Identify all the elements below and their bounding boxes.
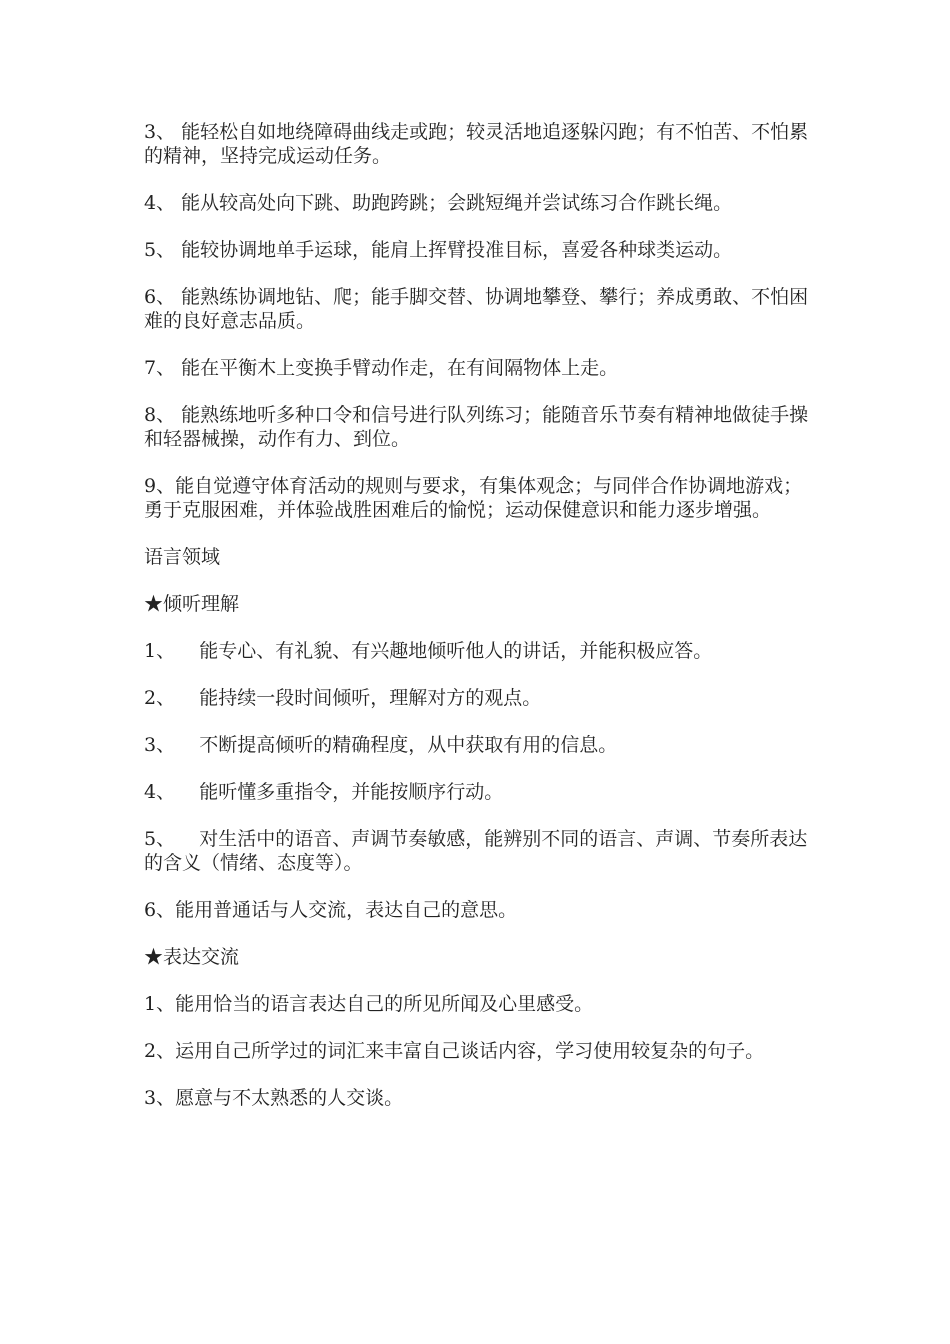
motor-goal-5: 5、 能较协调地单手运球，能肩上挥臂投准目标，喜爱各种球类运动。 xyxy=(144,239,733,261)
listening-item-4: 4、 能听懂多重指令，并能按顺序行动。 xyxy=(144,781,504,803)
listening-item-3: 3、 不断提高倾听的精确程度，从中获取有用的信息。 xyxy=(144,734,618,756)
expression-item-3: 3、愿意与不太熟悉的人交谈。 xyxy=(144,1087,404,1109)
expression-item-1: 1、能用恰当的语言表达自己的所见所闻及心里感受。 xyxy=(144,993,594,1015)
listening-item-5: 5、 对生活中的语音、声调节奏敏感，能辨别不同的语言、声调、节奏所表达的含义（情绪、态度等）。 xyxy=(144,828,808,874)
document-page xyxy=(144,120,812,1133)
section-title-language: 语言领域 xyxy=(144,546,221,568)
motor-goal-7: 7、 能在平衡木上变换手臂动作走，在有间隔物体上走。 xyxy=(144,357,619,379)
listening-item-1: 1、 能专心、有礼貌、有兴趣地倾听他人的讲话，并能积极应答。 xyxy=(144,640,713,662)
motor-goal-3: 3、 能轻松自如地绕障碍曲线走或跑；较灵活地追逐躲闪跑；有不怕苦、不怕累的精神，坚持完成运动任务。 xyxy=(144,121,809,167)
motor-goal-4: 4、 能从较高处向下跳、助跑跨跳；会跳短绳并尝试练习合作跳长绳。 xyxy=(144,192,733,214)
listening-item-2: 2、 能持续一段时间倾听，理解对方的观点。 xyxy=(144,687,542,709)
motor-goal-9: 9、能自觉遵守体育活动的规则与要求，有集体观念；与同伴合作协调地游戏；勇于克服困难，并体验战胜困难后的愉悦；运动保健意识和能力逐步增强。 xyxy=(144,475,803,521)
subsection-title-expression: ★表达交流 xyxy=(144,946,240,968)
expression-item-2: 2、运用自己所学过的词汇来丰富自己谈话内容，学习使用较复杂的句子。 xyxy=(144,1040,765,1062)
subsection-title-listening: ★倾听理解 xyxy=(144,593,240,615)
listening-item-6: 6、能用普通话与人交流，表达自己的意思。 xyxy=(144,899,518,921)
motor-goal-6: 6、 能熟练协调地钻、爬；能手脚交替、协调地攀登、攀行；养成勇敢、不怕困难的良好意志品质。 xyxy=(144,286,809,332)
motor-goal-8: 8、 能熟练地听多种口令和信号进行队列练习；能随音乐节奏有精神地做徒手操和轻器械操，动作有力、到位。 xyxy=(144,404,809,450)
